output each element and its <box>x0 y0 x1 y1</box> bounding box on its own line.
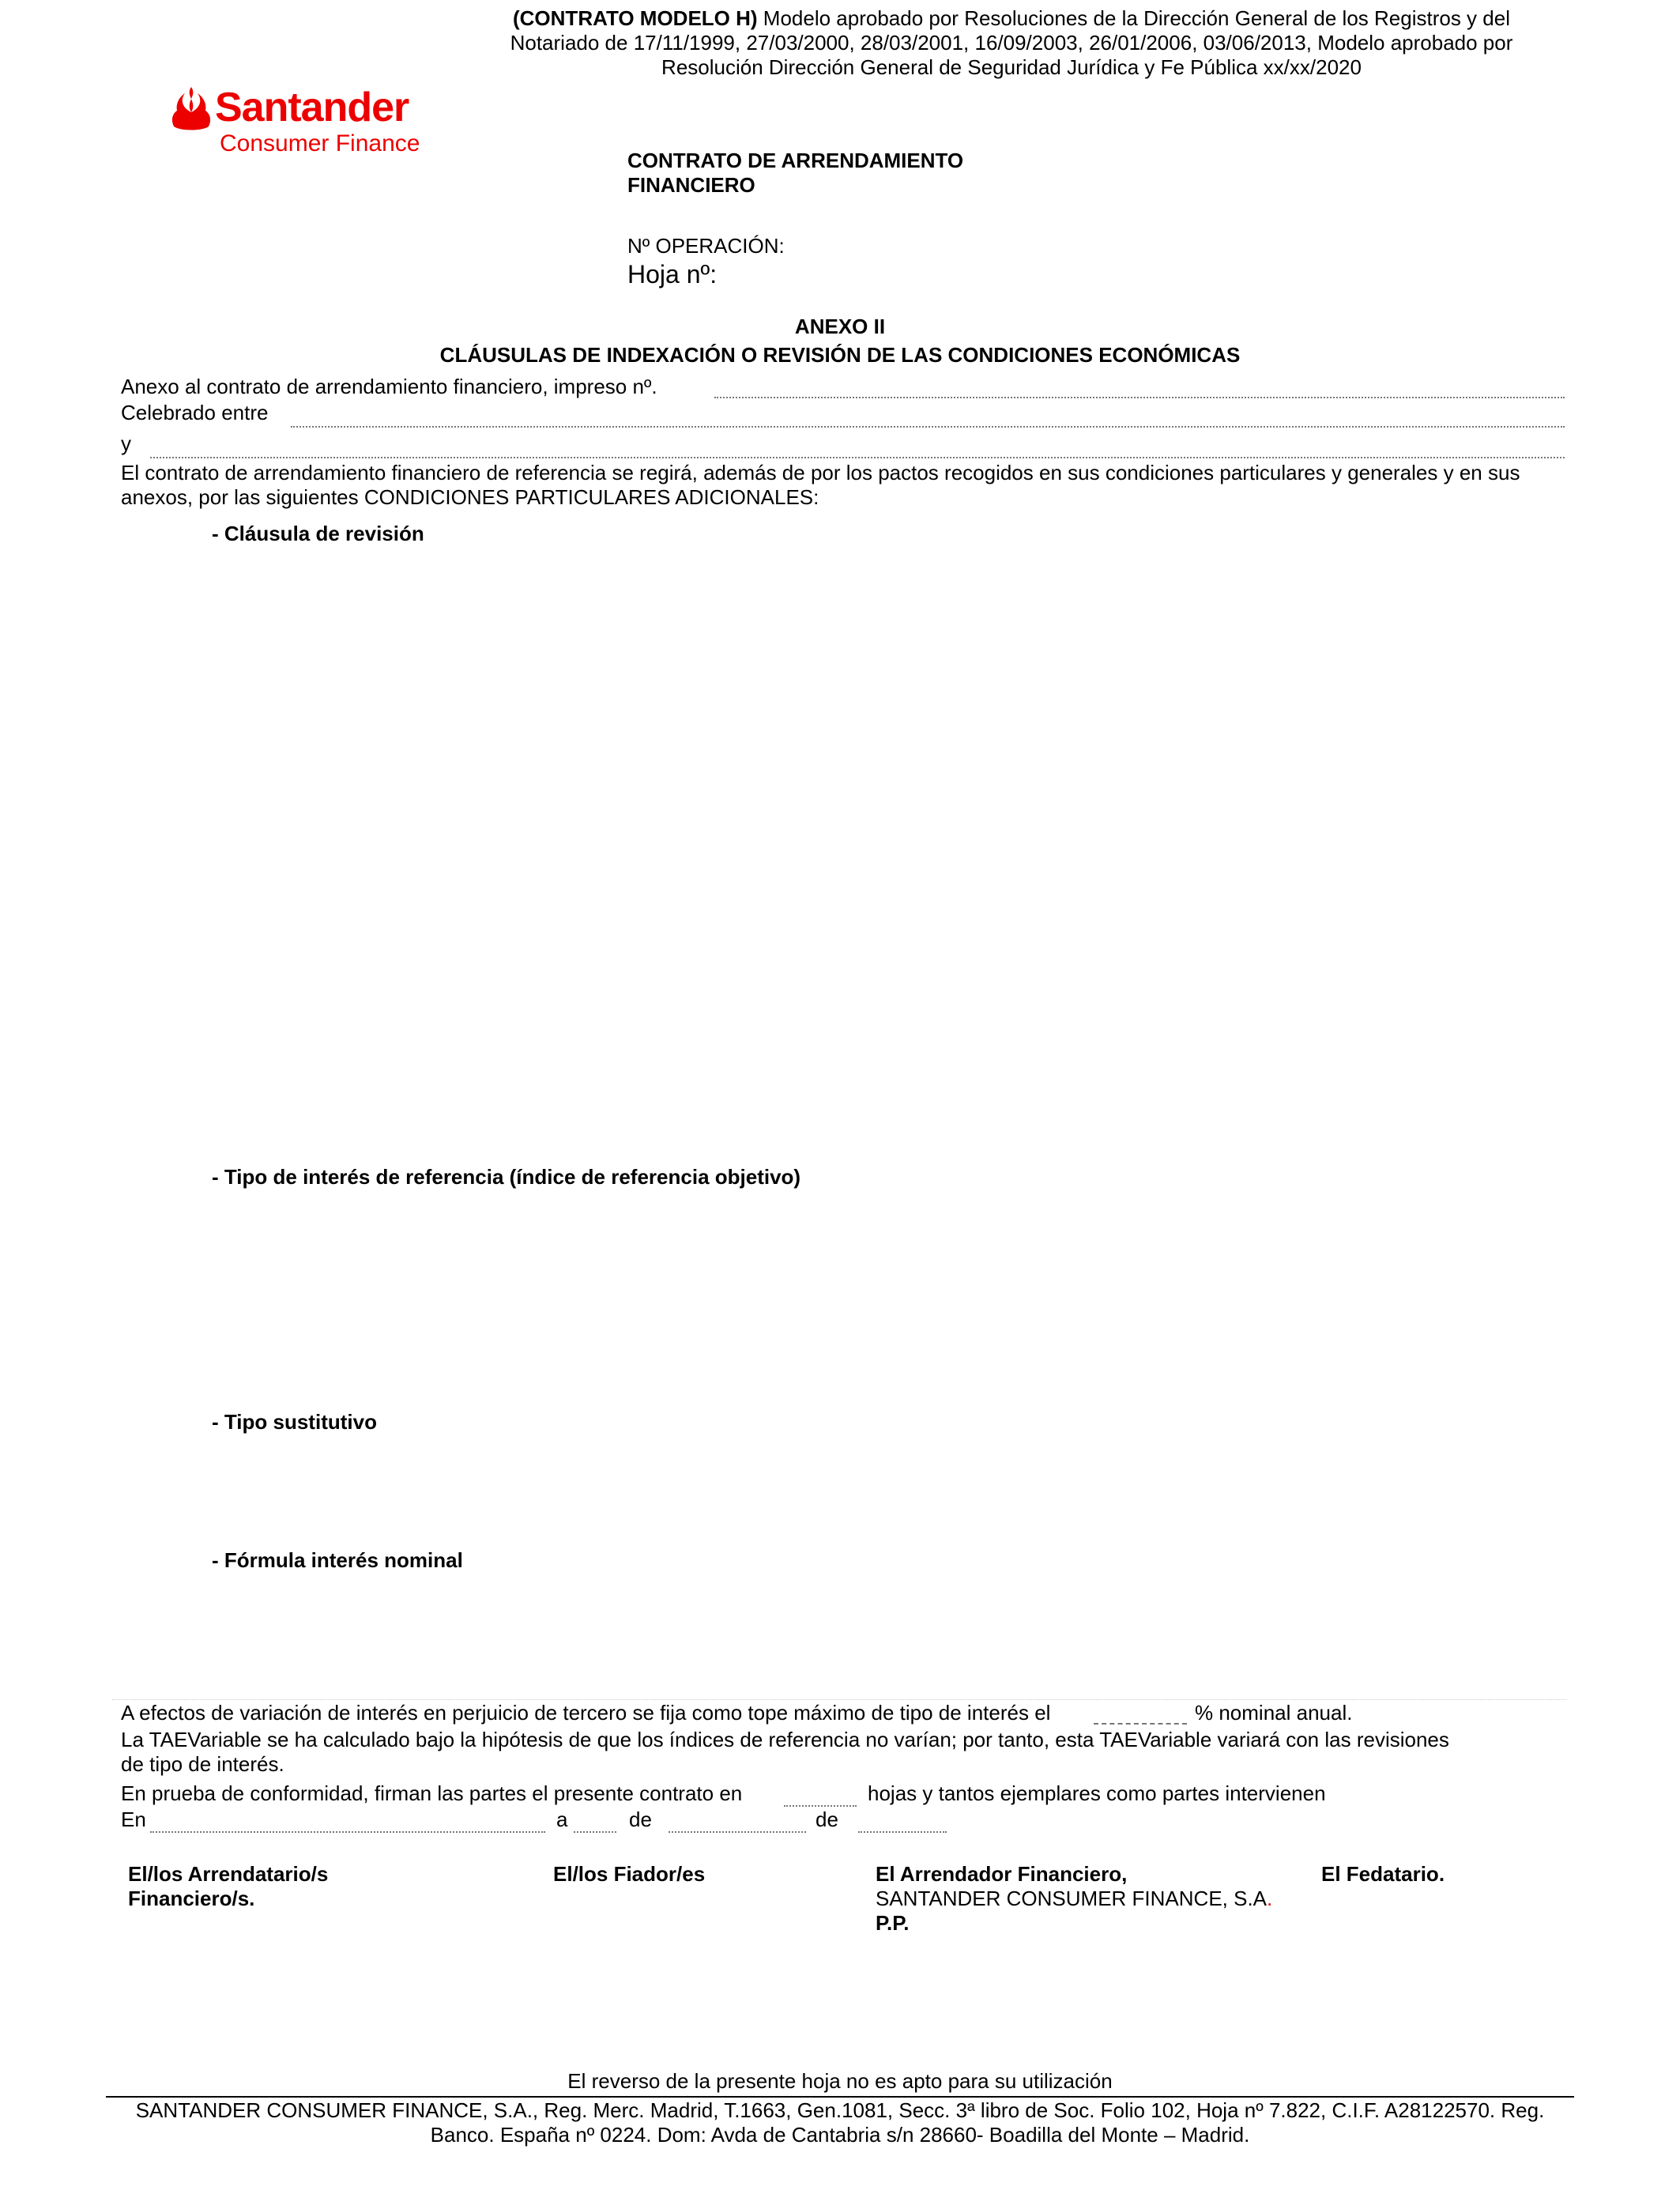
year-field[interactable] <box>858 1831 947 1833</box>
year-of-label: de <box>816 1808 838 1831</box>
substitute-rate-area[interactable] <box>212 1442 1555 1544</box>
model-header-line1 <box>474 6 1549 31</box>
tae-line1: La TAEVariable se ha calculado bajo la hipótesis de que los índices de referencia no varían; por tanto, esta TAEVariable variará con las revisiones <box>121 1728 1449 1751</box>
contract-title-line1: CONTRATO DE ARRENDAMIENTO <box>627 149 964 172</box>
annex-subtitle: CLÁUSULAS DE INDEXACIÓN O REVISIÓN DE LAS CONDICIONES ECONÓMICAS <box>439 343 1241 367</box>
signature-guarantor[interactable] <box>553 1862 705 1887</box>
section-reference-rate: - Tipo de interés de referencia (índice de referencia objetivo) <box>212 1165 801 1189</box>
santander-flame-icon <box>171 85 212 133</box>
cap-text-before: A efectos de variación de interés en perjuicio de tercero se fija como tope máximo de tipo de interés el <box>121 1701 1051 1725</box>
printed-number-label: Anexo al contrato de arrendamiento financiero, impreso nº. <box>121 375 657 398</box>
and-label: y <box>121 432 131 455</box>
signature-lessor[interactable] <box>876 1862 1272 1936</box>
notary-label: El Fedatario. <box>1321 1862 1445 1886</box>
intro-line1: El contrato de arrendamiento financiero de referencia se regirá, además de por los pactos recogidos en sus condiciones particulares y generales y en sus <box>121 461 1520 484</box>
section-revision-clause: - Cláusula de revisión <box>212 522 424 545</box>
lessor-name-line <box>876 1887 1272 1911</box>
month-of-label: de <box>629 1808 652 1831</box>
lessor-name-dot: . <box>1267 1887 1273 1910</box>
sheet-label: Hoja nº: <box>627 260 718 288</box>
revision-clause-area[interactable] <box>212 553 1555 1154</box>
lessor-name: SANTANDER CONSUMER FINANCE, S.A <box>876 1887 1268 1910</box>
tae-line2: de tipo de interés. <box>121 1752 284 1776</box>
month-field[interactable] <box>669 1831 806 1833</box>
footer-rule <box>106 2096 1574 2098</box>
signature-notary[interactable] <box>1321 1862 1445 1887</box>
section-substitute-rate: - Tipo sustitutivo <box>212 1410 377 1434</box>
sign-text-after: hojas y tantos ejemplares como partes intervienen <box>868 1781 1326 1805</box>
guarantor-label: El/los Fiador/es <box>553 1862 706 1886</box>
day-label: a <box>556 1808 568 1831</box>
cap-rate-field[interactable] <box>1094 1723 1187 1725</box>
logo-brand-text: Santander <box>215 85 409 130</box>
contract-title-line2: FINANCIERO <box>627 173 755 197</box>
operation-label: Nº OPERACIÓN: <box>627 234 785 258</box>
intro-line2: anexos, por las siguientes CONDICIONES PARTICULARES ADICIONALES: <box>121 485 819 509</box>
party-two-field[interactable] <box>150 457 1565 458</box>
printed-number-field[interactable] <box>714 397 1565 398</box>
party-one-field[interactable] <box>291 426 1565 428</box>
model-header <box>474 6 1549 80</box>
model-label: (CONTRATO MODELO H) <box>513 6 758 30</box>
lessee-line1: El/los Arrendatario/s <box>128 1862 329 1886</box>
lessee-line2: Financiero/s. <box>128 1887 255 1910</box>
model-line1-text: Modelo aprobado por Resoluciones de la Dirección General de los Registros y del <box>757 6 1510 30</box>
divider-top <box>112 1699 1566 1700</box>
reference-rate-area[interactable] <box>212 1197 1555 1402</box>
place-field[interactable] <box>150 1831 545 1833</box>
sheets-count-field[interactable] <box>784 1805 857 1807</box>
logo-sub-text: Consumer Finance <box>220 130 420 156</box>
cap-text-after: % nominal anual. <box>1195 1701 1353 1725</box>
reverse-note: El reverso de la presente hoja no es apto para su utilización <box>567 2069 1113 2093</box>
annex-title: ANEXO II <box>794 315 886 338</box>
section-nominal-formula: - Fórmula interés nominal <box>212 1548 463 1572</box>
company-line2: Banco. España nº 0224. Dom: Avda de Cantabria s/n 28660- Boadilla del Monte – Madrid. <box>430 2123 1250 2147</box>
day-field[interactable] <box>574 1831 616 1833</box>
sign-text-before: En prueba de conformidad, firman las partes el presente contrato en <box>121 1781 743 1805</box>
lessor-title: El Arrendador Financiero, <box>876 1862 1128 1886</box>
santander-logo <box>168 82 452 161</box>
place-label: En <box>121 1808 146 1831</box>
between-label: Celebrado entre <box>121 401 269 424</box>
signature-lessee[interactable] <box>128 1862 328 1911</box>
model-header-line3: Resolución Dirección General de Seguridad Jurídica y Fe Pública xx/xx/2020 <box>661 55 1362 79</box>
company-line1: SANTANDER CONSUMER FINANCE, S.A., Reg. Merc. Madrid, T.1663, Gen.1081, Secc. 3ª libro de Soc. Folio 102, Hoja nº 7.822, C.I.F. A28122570. Reg. <box>135 2098 1545 2122</box>
model-header-line2: Notariado de 17/11/1999, 27/03/2000, 28/03/2001, 16/09/2003, 26/01/2006, 03/06/2013, Modelo aprobado por <box>510 31 1513 55</box>
nominal-formula-area[interactable] <box>212 1580 1555 1691</box>
lessor-pp: P.P. <box>876 1911 910 1935</box>
